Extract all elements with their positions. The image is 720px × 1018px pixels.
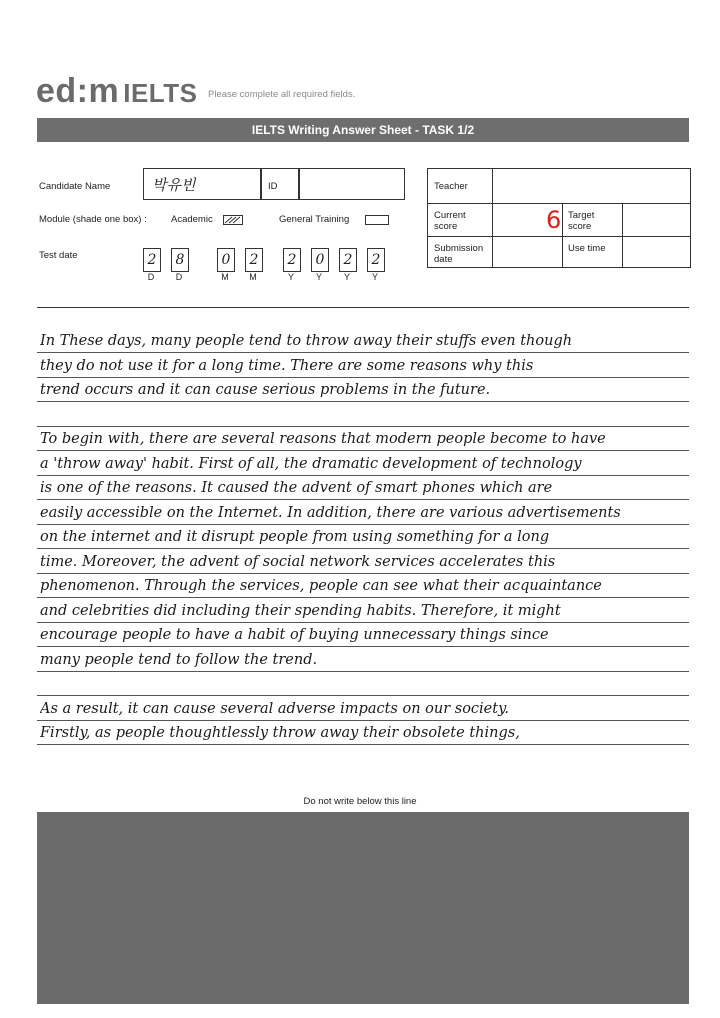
- divider: [622, 237, 623, 267]
- divider: [562, 204, 563, 236]
- module-label: Module (shade one box) :: [39, 214, 147, 225]
- date-digit[interactable]: 0: [311, 248, 329, 272]
- date-sublabel: Y: [315, 272, 322, 282]
- teacher-label: Teacher: [434, 181, 468, 192]
- divider: [492, 204, 493, 236]
- logo: [36, 72, 197, 111]
- divider: [562, 237, 563, 267]
- id-field[interactable]: [299, 168, 405, 200]
- candidate-name-label: Candidate Name: [39, 181, 111, 192]
- writing-line: [37, 573, 689, 574]
- divider: [37, 307, 689, 308]
- date-sublabel: Y: [287, 272, 294, 282]
- essay-line: a 'throw away' habit. First of all, the dramatic development of technology: [40, 455, 582, 472]
- id-label-cell: [261, 168, 299, 200]
- date-digit[interactable]: 8: [171, 248, 189, 272]
- date-digit[interactable]: 2: [283, 248, 301, 272]
- date-digit[interactable]: 2: [367, 248, 385, 272]
- candidate-name-value: 박유빈: [152, 176, 196, 194]
- divider: [622, 204, 623, 236]
- writing-line: [37, 744, 689, 745]
- date-digit[interactable]: 2: [339, 248, 357, 272]
- score-row: [428, 204, 690, 237]
- date-sublabel: M: [221, 272, 229, 282]
- teacher-row: [428, 169, 690, 204]
- essay-line: To begin with, there are several reasons that modern people become to have: [40, 431, 606, 447]
- date-sublabel: Y: [371, 272, 378, 282]
- divider: [492, 169, 493, 203]
- writing-line: [37, 450, 689, 451]
- writing-line: [37, 401, 689, 402]
- logo-main: ed:m: [36, 72, 120, 110]
- essay-line: trend occurs and it can cause serious problems in the future.: [40, 382, 491, 398]
- logo-sub: IELTS: [123, 78, 198, 108]
- date-sublabel: D: [175, 272, 183, 282]
- divider: [492, 237, 493, 267]
- do-not-write-note: Do not write below this line: [303, 796, 417, 807]
- writing-line: [37, 548, 689, 549]
- essay-line: encourage people to have a habit of buying unnecessary things since: [40, 627, 549, 643]
- page-title: IELTS Writing Answer Sheet - TASK 1/2: [37, 118, 689, 142]
- writing-line: [37, 377, 689, 378]
- general-training-checkbox[interactable]: [365, 215, 389, 225]
- essay-line: Firstly, as people thoughtlessly throw away their obsolete things,: [40, 725, 520, 741]
- writing-line: [37, 475, 689, 476]
- writing-line: [37, 524, 689, 525]
- test-date-label: Test date: [39, 250, 78, 261]
- essay-line: time. Moreover, the advent of social network services accelerates this: [40, 553, 556, 570]
- writing-line: [37, 671, 689, 672]
- date-digit[interactable]: 0: [217, 248, 235, 272]
- date-sublabel: D: [147, 272, 155, 282]
- candidate-name-field[interactable]: [143, 168, 261, 200]
- submission-date-label: Submission date: [434, 243, 484, 265]
- shade-mark-icon: [224, 216, 242, 224]
- writing-line: [37, 597, 689, 598]
- writing-line: [37, 499, 689, 500]
- essay-line: on the internet and it disrupt people from using something for a long: [40, 529, 550, 545]
- teacher-table: [427, 168, 691, 268]
- candidate-form: [37, 150, 689, 282]
- essay-line: they do not use it for a long time. There are some reasons why this: [40, 357, 534, 374]
- writing-line: [37, 695, 689, 696]
- reserved-area: [37, 812, 689, 1004]
- essay-line: easily accessible on the Internet. In addition, there are various advertisements: [40, 504, 621, 521]
- date-digit[interactable]: 2: [143, 248, 161, 272]
- writing-line: [37, 426, 689, 427]
- academic-label: Academic: [171, 214, 213, 225]
- essay-line: and celebrities did including their spending habits. Therefore, it might: [40, 602, 561, 619]
- essay-line: is one of the reasons. It caused the advent of smart phones which are: [40, 480, 553, 496]
- essay-line: many people tend to follow the trend.: [40, 651, 318, 668]
- writing-line: [37, 622, 689, 623]
- tagline: Please complete all required fields.: [208, 89, 356, 100]
- target-score-label: Target score: [568, 210, 595, 232]
- writing-line: [37, 352, 689, 353]
- date-digit[interactable]: 2: [245, 248, 263, 272]
- essay-line: In These days, many people tend to throw away their stuffs even though: [40, 333, 573, 349]
- writing-line: [37, 720, 689, 721]
- date-sublabel: M: [249, 272, 257, 282]
- use-time-label: Use time: [568, 243, 606, 254]
- current-score-label: Current score: [434, 210, 466, 232]
- academic-checkbox[interactable]: [223, 215, 243, 225]
- essay-line: As a result, it can cause several adverse impacts on our society.: [40, 700, 509, 717]
- current-score-value: 6: [546, 206, 562, 234]
- essay-line: phenomenon. Through the services, people can see what their acquaintance: [40, 578, 602, 594]
- general-training-label: General Training: [279, 214, 350, 225]
- id-label: ID: [268, 181, 278, 192]
- date-sublabel: Y: [343, 272, 350, 282]
- submission-row: [428, 237, 690, 267]
- writing-line: [37, 646, 689, 647]
